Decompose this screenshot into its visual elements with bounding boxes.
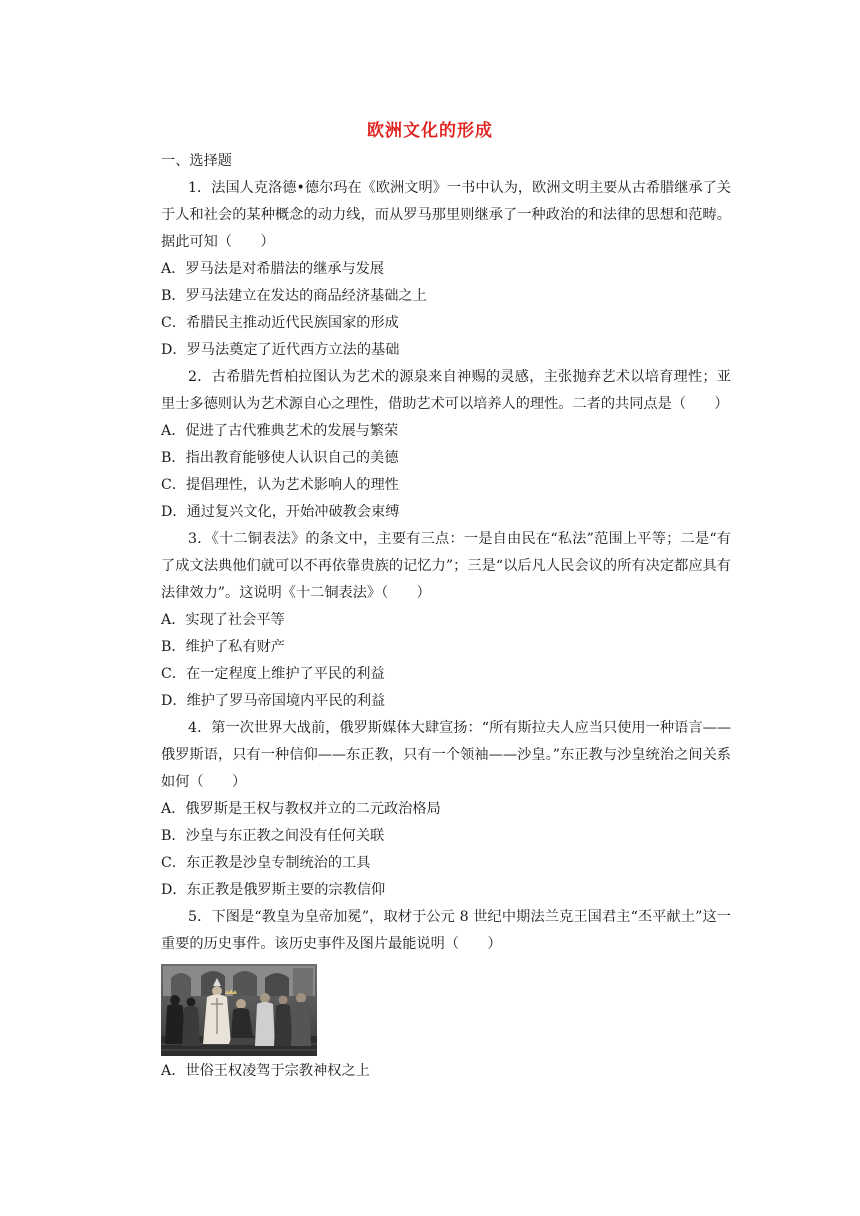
question-4 [161,715,731,904]
option-b: B．指出教育能够使人认识自己的美德 [161,450,399,466]
question-2 [161,364,731,526]
option-c: C．希腊民主推动近代民族国家的形成 [161,315,399,331]
option-c: C．在一定程度上维护了平民的利益 [161,666,385,682]
question-1 [161,175,731,364]
option-a: A．俄罗斯是王权与教权并立的二元政治格局 [161,801,441,817]
option-b: B．维护了私有财产 [161,639,285,655]
option-a: A．世俗王权凌驾于宗教神权之上 [161,1063,370,1079]
question-stem: 5．下图是“教皇为皇帝加冕”，取材于公元 8 世纪中期法兰克王国君主“丕平献土”这一重要的历史事件。该历史事件及图片最能说明（ ） [161,909,731,952]
document-body [161,148,731,1085]
section-heading: 一、选择题 [161,153,232,169]
option-d: D．通过复兴文化，开始冲破教会束缚 [161,504,400,520]
option-d: D．维护了罗马帝国境内平民的利益 [161,693,386,709]
option-d: D．罗马法奠定了近代西方立法的基础 [161,342,400,358]
question-stem: 4．第一次世界大战前，俄罗斯媒体大肆宣扬：“所有斯拉夫人应当只使用一种语言——俄罗斯语，只有一种信仰——东正教，只有一个领袖——沙皇。”东正教与沙皇统治之间关系如何（ ） [161,720,731,790]
option-b: B．沙皇与东正教之间没有任何关联 [161,828,385,844]
option-a: A．促进了古代雅典艺术的发展与繁荣 [161,423,399,439]
page-title: 欧洲文化的形成 [367,121,493,141]
question-stem: 3．《十二铜表法》的条文中，主要有三点：一是自由民在“私法”范围上平等；二是“有了成文法典他们就可以不再依靠贵族的记忆力”；三是“以后凡人民会议的所有决定都应具有法律效力”。这说明《十二铜表法》（ ） [161,531,731,601]
option-a: A．罗马法是对希腊法的继承与发展 [161,261,385,277]
question-3 [161,526,731,715]
option-b: B．罗马法建立在发达的商品经济基础之上 [161,288,427,304]
option-a: A．实现了社会平等 [161,612,285,628]
option-c: C．东正教是沙皇专制统治的工具 [161,855,371,871]
option-c: C．提倡理性，认为艺术影响人的理性 [161,477,399,493]
question-stem: 2．古希腊先哲柏拉图认为艺术的源泉来自神赐的灵感，主张抛弃艺术以培育理性；亚里士多德则认为艺术源自心之理性，借助艺术可以培养人的理性。二者的共同点是（ ） [161,369,731,412]
question-stem: 1．法国人克洛德•德尔玛在《欧洲文明》一书中认为，欧洲文明主要从古希腊继承了关于人和社会的某种概念的动力线，而从罗马那里则继承了一种政治的和法律的思想和范畴。据此可知（ ） [161,180,731,250]
coronation-illustration [161,964,317,1056]
question-5 [161,904,731,1085]
option-d: D．东正教是俄罗斯主要的宗教信仰 [161,882,386,898]
